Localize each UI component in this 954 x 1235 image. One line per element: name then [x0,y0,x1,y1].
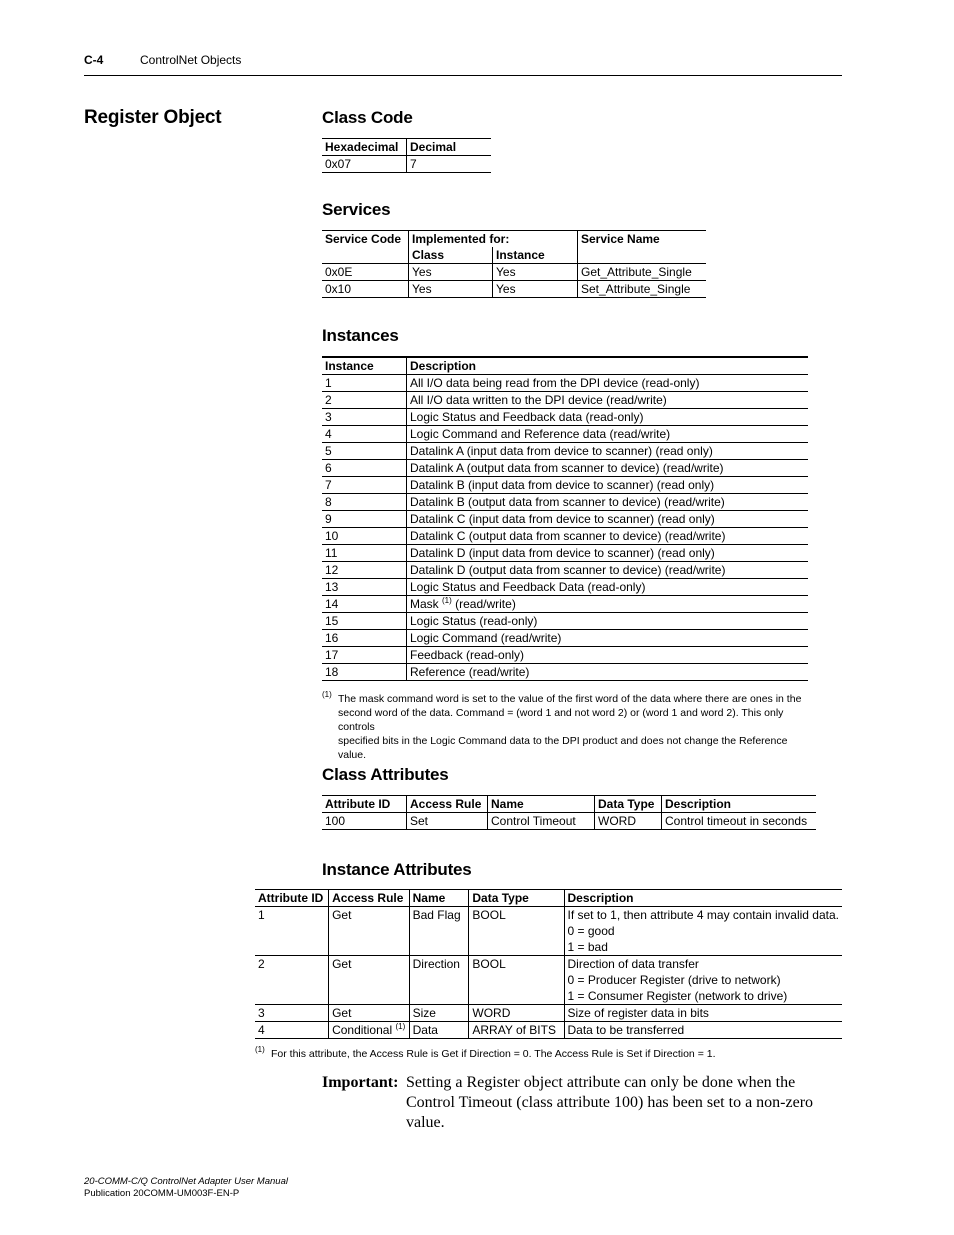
table-cell: Logic Command and Reference data (read/write) [407,426,809,443]
table-cell: Set [407,813,488,830]
table-header: Description [407,357,809,375]
table-row [255,907,842,956]
table-header: Service Code [322,231,409,264]
important-text: Setting a Register object attribute can only be done when the Control Timeout (class attribute 100) has been set to a non-zero value. [406,1074,814,1131]
table-header: Data Type [469,890,564,907]
desc-line: 1 = Consumer Register (network to drive) [567,989,788,1003]
table-row [322,460,808,477]
table-cell: Datalink D (output data from scanner to device) (read/write) [407,562,809,579]
table-cell: 1 [255,907,329,956]
table-header: Hexadecimal [322,139,407,156]
table-cell: WORD [595,813,662,830]
access-rule-text: Conditional [332,1023,393,1037]
instance-attr-footnote-marker [255,1045,265,1059]
table-row [255,956,842,1005]
table-cell: 12 [322,562,407,579]
table-cell: Set_Attribute_Single [578,281,707,298]
instance-attributes-table [255,889,842,1039]
table-cell: 16 [322,630,407,647]
table-row [322,528,808,545]
table-cell: 17 [322,647,407,664]
table-cell [564,907,842,956]
class-attributes-table [322,795,816,830]
table-row [255,1005,842,1022]
table-cell: 1 [322,375,407,392]
table-cell: WORD [469,1005,564,1022]
footnote-marker: (1) [255,1045,265,1054]
table-cell: Feedback (read-only) [407,647,809,664]
important-note [322,1073,842,1133]
table-cell: Data to be transferred [564,1022,842,1039]
table-row [322,579,808,596]
table-row [322,264,706,281]
table-cell: Direction [409,956,469,1005]
table-cell: 7 [407,156,492,173]
table-cell: 18 [322,664,407,681]
table-cell: 7 [322,477,407,494]
header-rule [84,75,842,76]
table-header: Name [409,890,469,907]
table-row [322,511,808,528]
table-cell: Bad Flag [409,907,469,956]
instances-footnote [338,692,818,762]
instances-heading: Instances [322,326,399,345]
table-cell: 4 [255,1022,329,1039]
table-cell: Yes [409,281,493,298]
instances-footnote-marker [322,690,332,704]
table-header: Description [564,890,842,907]
footer-manual: 20-COMM-C/Q ControlNet Adapter User Manual [84,1176,288,1187]
table-header: Implemented for: [409,231,578,248]
table-cell: Control Timeout [488,813,595,830]
table-header: Service Name [578,231,707,264]
table-cell: Yes [493,281,578,298]
services-heading: Services [322,200,391,219]
table-cell: BOOL [469,907,564,956]
table-header: Data Type [595,796,662,813]
table-cell: 8 [322,494,407,511]
table-cell: 0x0E [322,264,409,281]
desc-line: 0 = Producer Register (drive to network) [567,973,781,987]
table-row [322,281,706,298]
table-cell: Data [409,1022,469,1039]
table-row [322,409,808,426]
table-row [322,156,491,173]
table-row [322,647,808,664]
table-cell: Datalink B (output data from scanner to device) (read/write) [407,494,809,511]
table-cell: All I/O data written to the DPI device (read/write) [407,392,809,409]
table-cell: 5 [322,443,407,460]
table-cell: Datalink D (input data from device to scanner) (read only) [407,545,809,562]
table-cell: Get [329,1005,410,1022]
desc-line: Direction of data transfer [567,957,699,971]
table-header: Instance [493,247,578,264]
desc-line: If set to 1, then attribute 4 may contain invalid data. [567,908,839,922]
table-cell: 15 [322,613,407,630]
footer [84,1176,288,1200]
table-row [322,494,808,511]
table-cell: 2 [255,956,329,1005]
table-cell: Logic Command (read/write) [407,630,809,647]
table-cell: Get [329,956,410,1005]
instance-attributes-heading: Instance Attributes [322,860,472,879]
class-code-heading: Class Code [322,108,413,127]
table-cell: Datalink A (output data from scanner to device) (read/write) [407,460,809,477]
table-cell: 9 [322,511,407,528]
table-cell: Logic Status and Feedback Data (read-only) [407,579,809,596]
table-cell: Datalink C (output data from scanner to device) (read/write) [407,528,809,545]
table-row [255,1022,842,1039]
desc-line: 1 = bad [567,940,608,954]
table-cell: 0x10 [322,281,409,298]
table-row [322,375,808,392]
table-row [322,562,808,579]
table-cell: 10 [322,528,407,545]
footnote-marker: (1) [322,690,332,699]
table-header: Decimal [407,139,492,156]
footer-publication: Publication 20COMM-UM003F-EN-P [84,1188,240,1199]
desc-line: 0 = good [567,924,615,938]
footnote-ref: (1) [395,1022,406,1031]
mask-text-after: (read/write) [451,597,516,611]
table-cell: BOOL [469,956,564,1005]
table-cell: 3 [322,409,407,426]
table-cell: 6 [322,460,407,477]
footnote-line: The mask command word is set to the value of the first word of the data where there are ones in the [338,693,802,705]
table-row [322,664,808,681]
table-header: Name [488,796,595,813]
table-row [322,813,816,830]
running-header: ControlNet Objects [140,53,242,67]
instance-attr-footnote: For this attribute, the Access Rule is Get if Direction = 0. The Access Rule is Set if Direction = 1. [271,1048,716,1060]
footnote-ref: (1) [442,596,452,605]
table-cell: 2 [322,392,407,409]
table-cell: 13 [322,579,407,596]
table-cell: Datalink B (input data from device to scanner) (read only) [407,477,809,494]
page-title: Register Object [84,107,222,128]
table-cell: Size of register data in bits [564,1005,842,1022]
table-cell [329,1022,410,1039]
table-cell: 3 [255,1005,329,1022]
table-cell: Yes [409,264,493,281]
table-row [322,545,808,562]
mask-text: Mask [410,597,443,611]
table-cell: Datalink C (input data from device to scanner) (read only) [407,511,809,528]
table-header: Attribute ID [322,796,407,813]
table-cell: Control timeout in seconds [662,813,817,830]
table-cell: 11 [322,545,407,562]
table-row [322,392,808,409]
table-cell: Get [329,907,410,956]
table-cell: All I/O data being read from the DPI device (read-only) [407,375,809,392]
footnote-line: specified bits in the Logic Command data to the DPI product and does not change the Reference value. [338,735,788,761]
table-header: Instance [322,357,407,375]
table-row [322,477,808,494]
table-cell: 14 [322,596,407,613]
table-cell: Logic Status and Feedback data (read-only) [407,409,809,426]
table-header: Access Rule [329,890,410,907]
table-cell: Reference (read/write) [407,664,809,681]
table-cell: 4 [322,426,407,443]
table-cell: Logic Status (read-only) [407,613,809,630]
table-row [322,613,808,630]
services-table [322,230,706,298]
table-row [322,426,808,443]
table-row [322,596,808,613]
table-cell [564,956,842,1005]
table-header: Description [662,796,817,813]
table-cell: Size [409,1005,469,1022]
table-row [322,630,808,647]
class-code-table [322,138,491,173]
table-cell: Datalink A (input data from device to scanner) (read only) [407,443,809,460]
table-header: Attribute ID [255,890,329,907]
table-header: Class [409,247,493,264]
class-attributes-heading: Class Attributes [322,765,449,784]
table-cell: 0x07 [322,156,407,173]
table-row [322,443,808,460]
table-cell: Yes [493,264,578,281]
instances-table [322,356,808,681]
table-header: Access Rule [407,796,488,813]
table-cell: Get_Attribute_Single [578,264,707,281]
table-cell [407,596,809,613]
footnote-line: second word of the data. Command = (word 1 and not word 2) or (word 1 and word 2). This only controls [338,707,784,733]
important-label: Important: [322,1074,399,1091]
page-number: C-4 [84,53,104,67]
table-cell: ARRAY of BITS [469,1022,564,1039]
table-cell: 100 [322,813,407,830]
